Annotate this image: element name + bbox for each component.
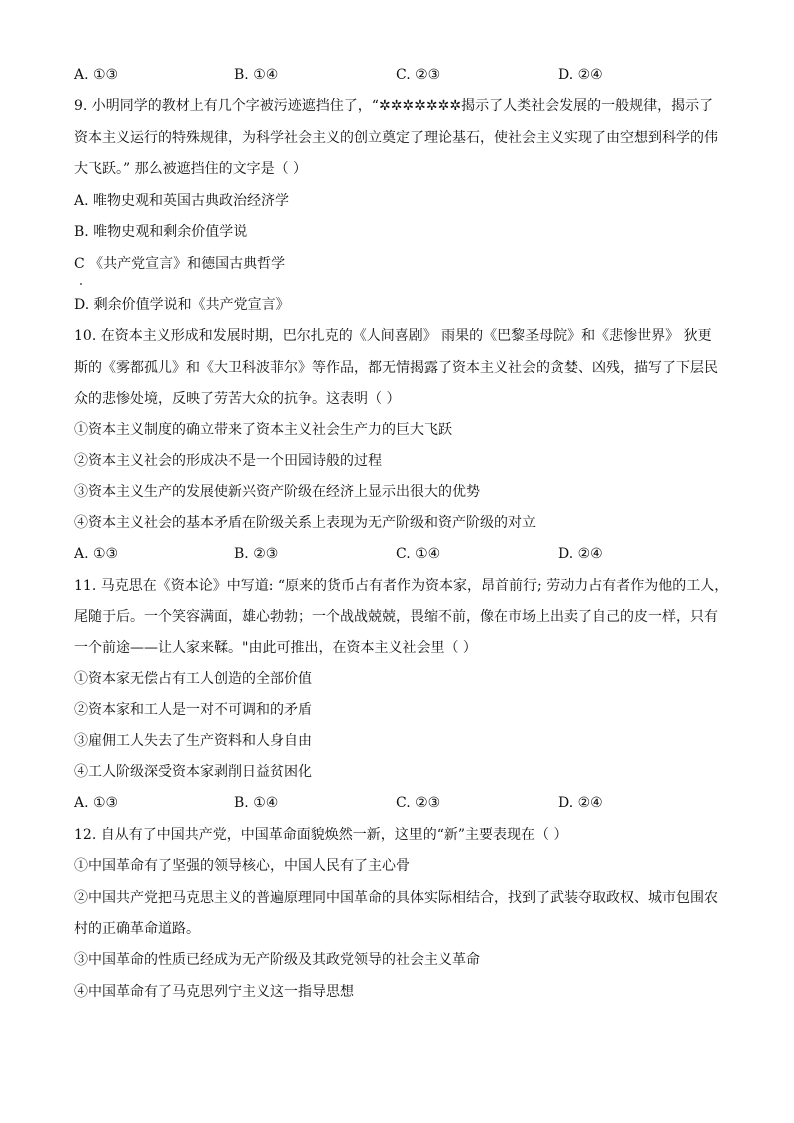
q10-option-b[interactable]: B. ②③ <box>234 546 279 562</box>
q8-option-d[interactable]: D. ②④ <box>558 67 603 83</box>
q11-statement-1: ①资本家无偿占有工人创造的全部价值 <box>74 671 312 687</box>
q10-stem-line: 10. 在资本主义形成和发展时期，巴尔扎克的《人间喜剧》 雨果的《巴黎圣母院》和《悲惨世界》 狄更 <box>74 328 712 344</box>
q11-option-c[interactable]: C. ②③ <box>396 795 441 811</box>
q8-option-c[interactable]: C. ②③ <box>396 67 441 83</box>
q11-option-d[interactable]: D. ②④ <box>558 795 603 811</box>
q12-stem-line: 12. 自从有了中国共产党，中国革命面貌焕然一新，这里的“新”主要表现在（ ） <box>74 827 568 843</box>
q11-statement-2: ②资本家和工人是一对不可调和的矛盾 <box>74 702 312 718</box>
q8-option-b[interactable]: B. ①④ <box>234 67 279 83</box>
q11-statement-4: ④工人阶级深受资本家剥削日益贫困化 <box>74 764 312 780</box>
q9-stem-line: 大飞跃。” 那么被遮挡住的文字是（ ） <box>74 161 308 177</box>
q10-option-d[interactable]: D. ②④ <box>558 546 603 562</box>
q10-stem-line: 众的悲惨处境，反映了劳苦大众的抗争。这表明（ ） <box>74 391 401 407</box>
q10-option-a[interactable]: A. ①③ <box>74 546 119 562</box>
q12-statement-1: ①中国革命有了坚强的领导核心，中国人民有了主心骨 <box>74 858 410 874</box>
q9-choice-a[interactable]: A. 唯物史观和英国古典政治经济学 <box>74 193 290 209</box>
q9-choice-c[interactable]: C 《共产党宣言》和德国古典哲学 <box>74 256 286 272</box>
q11-stem-line: 一个前途——让人家来鞣。"由此可推出，在资本主义社会里（ ） <box>74 640 477 656</box>
q12-statement-3: ③中国革命的性质已经成为无产阶级及其政党领导的社会主义革命 <box>74 952 480 968</box>
q10-statement-3: ③资本主义生产的发展使新兴资产阶级在经济上显示出很大的优势 <box>74 484 480 500</box>
q10-statement-1: ①资本主义制度的确立带来了资本主义社会生产力的巨大飞跃 <box>74 422 452 438</box>
q9-choice-b[interactable]: B. 唯物史观和剩余价值学说 <box>74 224 248 240</box>
q11-stem-line: 11. 马克思在《资本论》中写道: “原来的货币占有者作为资本家，昂首前行; 劳动力占有者作为他的工人， <box>74 578 729 594</box>
q8-option-a[interactable]: A. ①③ <box>74 67 119 83</box>
q11-option-b[interactable]: B. ①④ <box>234 795 279 811</box>
q12-statement-2: ②中国共产党把马克思主义的普遍原理同中国革命的具体实际相结合，找到了武装夺取政权、城市包围农 <box>74 890 718 906</box>
q10-stem-line: 斯的《雾都孤儿》和《大卫科波菲尔》等作品，都无情揭露了资本主义社会的贪婪、凶残，描写了下层民 <box>74 360 718 376</box>
q9-stem-line: 资本主义运行的特殊规律，为科学社会主义的创立奠定了理论基石，使社会主义实现了由空想到科学的伟 <box>74 130 718 146</box>
q11-stem-line: 尾随于后。一个笑容满面，雄心勃勃；一个战战兢兢，畏缩不前，像在市场上出卖了自己的皮一样，只有 <box>74 609 718 625</box>
q10-option-c[interactable]: C. ①④ <box>396 546 441 562</box>
q12-statement-2-cont: 村的正确革命道路。 <box>74 921 200 937</box>
q11-statement-3: ③雇佣工人失去了生产资料和人身自由 <box>74 733 312 749</box>
q12-statement-4: ④中国革命有了马克思列宁主义这一指导思想 <box>74 984 354 1000</box>
q10-statement-4: ④资本主义社会的基本矛盾在阶级关系上表现为无产阶级和资产阶级的对立 <box>74 515 536 531</box>
q9-stem-line: 9. 小明同学的教材上有几个字被污迹遮挡住了，“✲✲✲✲✲✲✲揭示了人类社会发展的一般规律，揭示了 <box>74 98 714 114</box>
q9-choice-d[interactable]: D. 剩余价值学说和《共产党宣言》 <box>74 297 290 313</box>
stray-dot <box>80 283 82 285</box>
q10-statement-2: ②资本主义社会的形成决不是一个田园诗般的过程 <box>74 453 382 469</box>
q11-option-a[interactable]: A. ①③ <box>74 795 119 811</box>
